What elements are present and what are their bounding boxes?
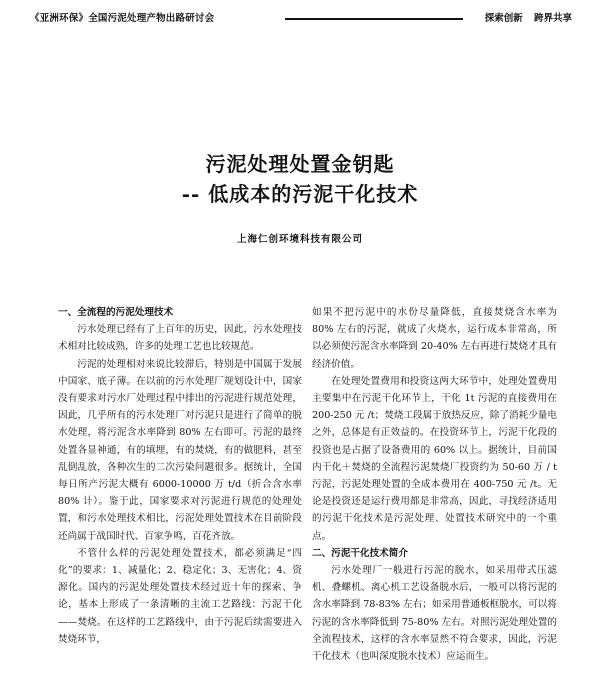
article-subtitle: -- 低成本的污泥干化技术 [181,182,419,206]
left-paragraph-3: 不管什么样的污泥处理处置技术，都必须满足“四化”的要求：1、减量化；2、稳定化；3、无害化；4、资源化。国内的污泥处理处置技术经过近十年的探索、争论，基本上形成了一条清晰的主流工艺路线：污泥干化——焚烧。在这样的工艺路线中，由于污泥后续需要进入焚烧环节， [58,547,302,645]
header-slogan: 探索创新 跨界共享 [484,13,572,24]
page-header [30,8,572,28]
left-column [58,304,302,648]
right-column [312,304,557,665]
section-heading-2: 二、污泥干化技术简介 [312,547,408,559]
article-title: 污泥处理处置金钥匙 [205,152,395,176]
article-author: 上海仁创环境科技有限公司 [236,234,363,245]
right-paragraph-3: 污水处理厂一般进行污泥的脱水，如采用带式压滤机、叠螺机、离心机工艺设备脱水后，一般可以将污泥的含水率降到 78-83% 左右；如采用普通板框脱水，可以将污泥的含水率降低到 75-80% 左右。对照污泥处理处置的全流程技术，这样的含水率显然不符合要求，因此，污泥干化技术（也叫深度脱水技术）应运而生。 [312,565,557,663]
left-paragraph-1: 污水处理已经有了上百年的历史，因此，污水处理技术相对比较成熟，许多的处理工艺也比较规范。 [58,324,302,353]
right-paragraph-1: 如果不把污泥中的水份尽量降低，直接焚烧含水率为 80% 左右的污泥，就成了火烧水，运行成本非常高，所以必须使污泥含水率降到 20-40% 左右再进行焚烧才具有经济价值。 [312,307,557,370]
section-heading-1: 一、全流程的污泥处理技术 [58,307,174,318]
left-paragraph-2: 污泥的处理相对来说比较滞后，特别是中国属于发展中国家、底子薄。在以前的污水处理厂规划设计中，国家没有要求对污水厂处理过程中排出的污泥进行规范处理，因此，几乎所有的污水处理厂对污泥只是进行了简单的脱水处理，将污泥含水率降到 80% 左右即可。污泥的最终处置各显神通，有的填埋，有的焚烧，有的做肥料，甚至乱倒乱放，各种次生的二次污染问题很多。据统计，全国每日所产污泥大概有 6000-10000 万 t/d（折合含水率 80% 计）。鉴于此，国家要求对污泥进行规范的处理处置，和污水处理技术相比，污泥处理处置技术在目前阶段还尚属于战国时代、百家争鸣，百花齐放。 [58,358,302,542]
header-journal-title: 《亚洲环保》全国污泥处理产物出路研讨会 [30,13,215,24]
header-rule [285,18,463,20]
right-paragraph-2: 在处理处置费用和投资这两大环节中，处理处置费用主要集中在污泥干化环节上，干化 1t 污泥的直接费用在 200-250 元 /t；焚烧工段属于放热反应，除了消耗少量电之外，总体是有正效益的。在投资环节上，污泥干化段的投资也是占据了设备费用的 60% 以上。据统计，目前国内干化＋焚烧的全流程污泥焚烧厂投资约为 50-60 万 / t 污泥，污泥处理处置的全成本费用在 400-750 元 /t。无论是投资还是运行费用都是非常高，因此，寻找经济适用的污泥干化技术是污泥处理、处置技术研究中的一个重点。 [312,375,557,542]
